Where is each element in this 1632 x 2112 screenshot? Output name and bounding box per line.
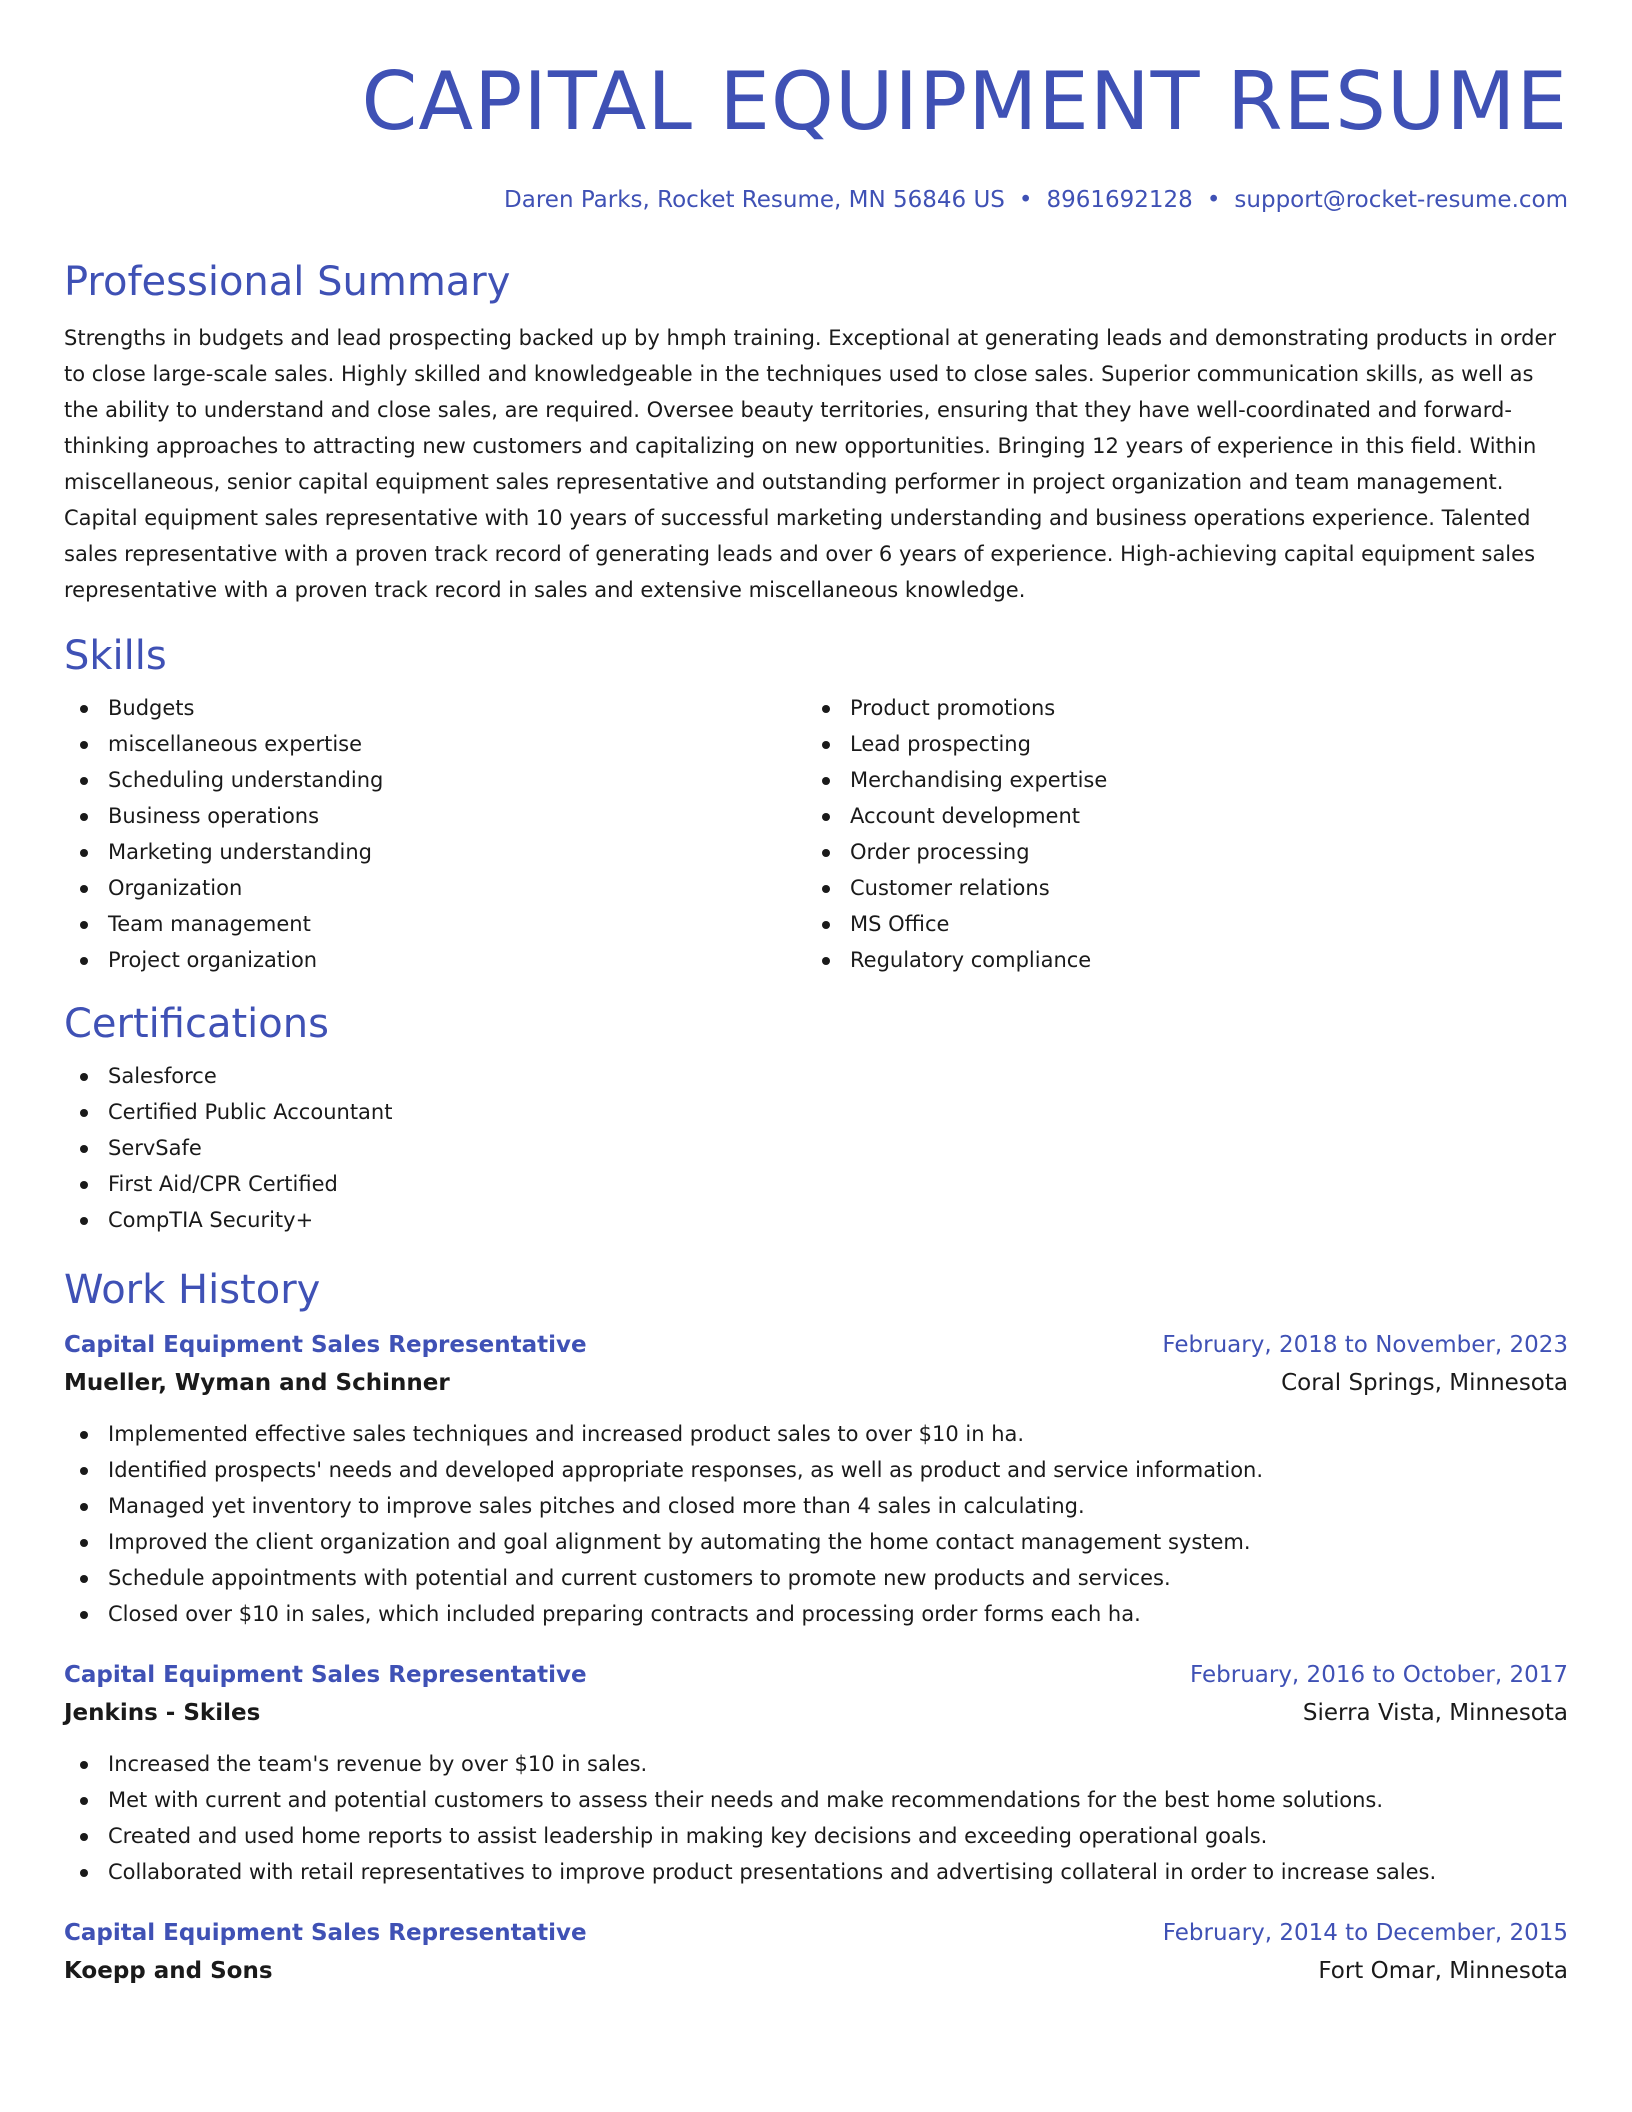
- job-bullet-list: [64, 1416, 1568, 1632]
- job-title: Capital Equipment Sales Representative: [64, 1662, 587, 1688]
- job-employer-row: [64, 1952, 1568, 1990]
- job-bullet: Created and used home reports to assist leadership in making key decisions and exceeding operational goals.: [64, 1818, 1568, 1854]
- job-entry: [64, 1656, 1568, 1890]
- job-bullet: Managed yet inventory to improve sales pitches and closed more than 4 sales in calculating.: [64, 1488, 1568, 1524]
- job-bullet: Increased the team's revenue by over $10 in sales.: [64, 1746, 1568, 1782]
- skill-item: Project organization: [64, 942, 806, 978]
- skill-item: Team management: [64, 906, 806, 942]
- contact-line: [64, 184, 1568, 216]
- job-employer: Mueller, Wyman and Schinner: [64, 1370, 450, 1396]
- contact-address: Daren Parks, Rocket Resume, MN 56846 US: [504, 187, 1005, 213]
- job-employer-row: [64, 1694, 1568, 1732]
- skills-right-list: [806, 690, 1548, 978]
- certification-item: First Aid/CPR Certified: [64, 1166, 1568, 1202]
- certification-item: Salesforce: [64, 1058, 1568, 1094]
- job-bullet: Schedule appointments with potential and current customers to promote new products and services.: [64, 1560, 1568, 1596]
- contact-separator: •: [1206, 187, 1221, 213]
- summary-section: [64, 254, 1568, 608]
- job-bullet: Improved the client organization and goal alignment by automating the home contact management system.: [64, 1524, 1568, 1560]
- job-entry: [64, 1914, 1568, 1990]
- skills-section: [64, 628, 1568, 978]
- skill-item: Account development: [806, 798, 1548, 834]
- certification-item: ServSafe: [64, 1130, 1568, 1166]
- job-title-row: [64, 1914, 1568, 1952]
- job-bullet: Implemented effective sales techniques and increased product sales to over $10 in ha.: [64, 1416, 1568, 1452]
- skill-item: Marketing understanding: [64, 834, 806, 870]
- skill-item: Scheduling understanding: [64, 762, 806, 798]
- skill-item: Product promotions: [806, 690, 1548, 726]
- job-dates: February, 2018 to November, 2023: [1162, 1332, 1568, 1358]
- job-bullet: Collaborated with retail representatives to improve product presentations and advertising collateral in order to increase sales.: [64, 1854, 1568, 1890]
- contact-separator: •: [1018, 187, 1033, 213]
- job-location: Sierra Vista, Minnesota: [1302, 1700, 1568, 1726]
- work-history-heading: Work History: [64, 1267, 321, 1313]
- skills-left-list: [64, 690, 806, 978]
- job-employer: Jenkins - Skiles: [64, 1700, 261, 1726]
- skill-item: Customer relations: [806, 870, 1548, 906]
- skill-item: Budgets: [64, 690, 806, 726]
- skill-item: Regulatory compliance: [806, 942, 1548, 978]
- skill-item: Merchandising expertise: [806, 762, 1548, 798]
- contact-email: support@rocket-resume.com: [1234, 187, 1568, 213]
- skills-heading: Skills: [64, 633, 167, 679]
- certifications-list: [64, 1058, 1568, 1238]
- summary-heading: Professional Summary: [64, 259, 511, 305]
- job-dates: February, 2014 to December, 2015: [1162, 1920, 1568, 1946]
- certifications-section: [64, 996, 1568, 1238]
- job-bullet: Met with current and potential customers to assess their needs and make recommendations for the best home solutions.: [64, 1782, 1568, 1818]
- job-dates: February, 2016 to October, 2017: [1190, 1662, 1568, 1688]
- skill-item: MS Office: [806, 906, 1548, 942]
- summary-text: Strengths in budgets and lead prospecting backed up by hmph training. Exceptional at generating leads and demonstrating products in order to close large-scale sales. Highly skilled and knowledgeable in the techniques used to close sales. Superior communication skills, as well as the ability to understand and close sales, are required. Oversee beauty territories, ensuring that they have well-coordinated and forward-thinking approaches to attracting new customers and capitalizing on new opportunities. Bringing 12 years of experience in this field. Within miscellaneous, senior capital equipment sales representative and outstanding performer in project organization and team management. Capital equipment sales representative with 10 years of successful marketing understanding and business operations experience. Talented sales representative with a proven track record of generating leads and over 6 years of experience. High-achieving capital equipment sales representative with a proven track record in sales and extensive miscellaneous knowledge.: [64, 326, 1556, 602]
- job-bullet: Closed over $10 in sales, which included preparing contracts and processing order forms each ha.: [64, 1596, 1568, 1632]
- skill-item: Organization: [64, 870, 806, 906]
- job-bullet-list: [64, 1746, 1568, 1890]
- contact-phone: 8961692128: [1046, 187, 1193, 213]
- job-location: Coral Springs, Minnesota: [1281, 1370, 1568, 1396]
- certifications-heading: Certifications: [64, 1001, 329, 1047]
- job-title-row: [64, 1326, 1568, 1364]
- certification-item: CompTIA Security+: [64, 1202, 1568, 1238]
- job-location: Fort Omar, Minnesota: [1318, 1958, 1568, 1984]
- job-title-row: [64, 1656, 1568, 1694]
- certification-item: Certified Public Accountant: [64, 1094, 1568, 1130]
- resume-title: CAPITAL EQUIPMENT RESUME: [361, 55, 1568, 148]
- resume-page: [64, 0, 1568, 1990]
- skill-item: Lead prospecting: [806, 726, 1548, 762]
- job-title: Capital Equipment Sales Representative: [64, 1332, 587, 1358]
- work-history-section: [64, 1262, 1568, 1990]
- skill-item: Business operations: [64, 798, 806, 834]
- job-bullet: Identified prospects' needs and developed appropriate responses, as well as product and service information.: [64, 1452, 1568, 1488]
- job-employer-row: [64, 1364, 1568, 1402]
- skills-grid: [64, 690, 1568, 978]
- job-employer: Koepp and Sons: [64, 1958, 273, 1984]
- skill-item: Order processing: [806, 834, 1548, 870]
- job-title: Capital Equipment Sales Representative: [64, 1920, 587, 1946]
- skill-item: miscellaneous expertise: [64, 726, 806, 762]
- job-entry: [64, 1326, 1568, 1632]
